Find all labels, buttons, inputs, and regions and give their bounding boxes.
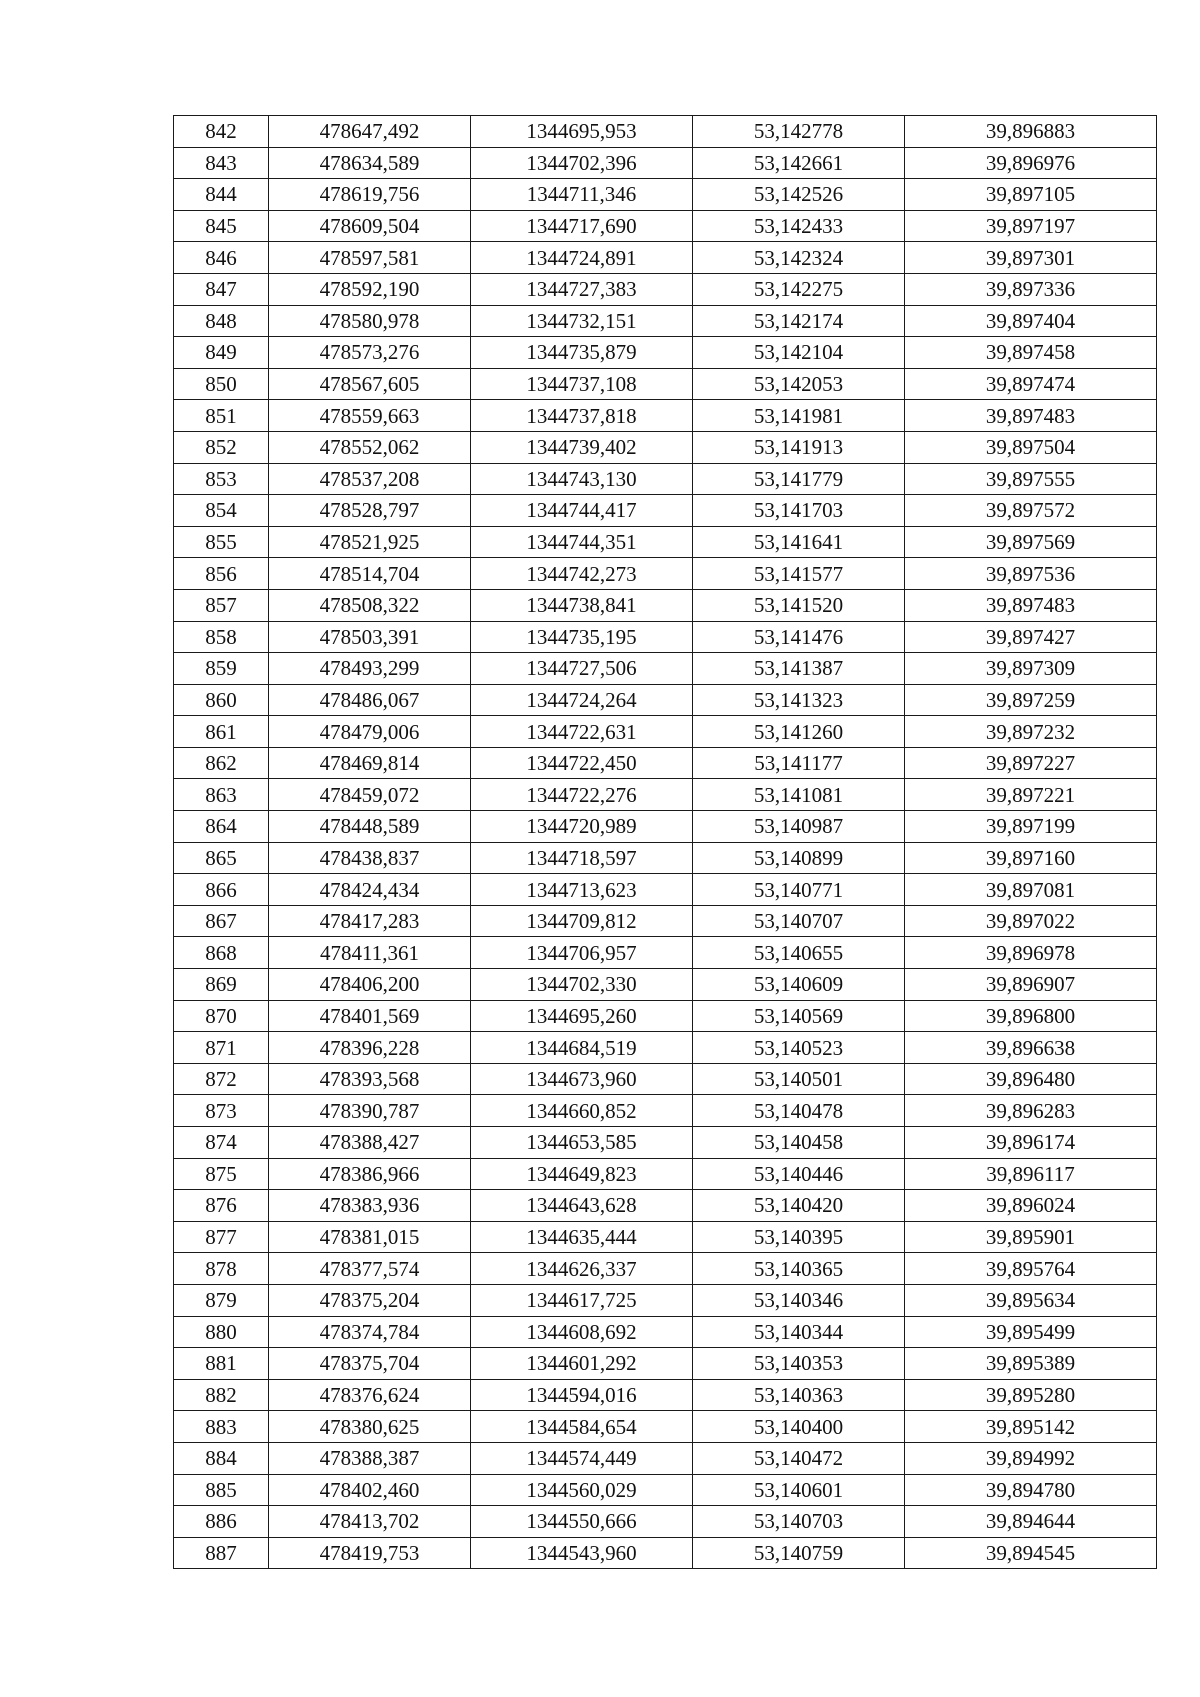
y-coordinate-cell: 1344718,597 [471, 842, 693, 874]
point-number-cell: 850 [174, 368, 269, 400]
y-coordinate-cell: 1344560,029 [471, 1474, 693, 1506]
point-number-cell: 866 [174, 874, 269, 906]
y-coordinate-cell: 1344739,402 [471, 431, 693, 463]
x-coordinate-cell: 478424,434 [269, 874, 471, 906]
longitude-cell: 39,895499 [905, 1316, 1157, 1348]
point-number-cell: 843 [174, 147, 269, 179]
x-coordinate-cell: 478528,797 [269, 495, 471, 527]
longitude-cell: 39,897199 [905, 811, 1157, 843]
table-row [174, 1442, 1157, 1474]
latitude-cell: 53,141577 [693, 558, 905, 590]
point-number-cell: 884 [174, 1442, 269, 1474]
latitude-cell: 53,140601 [693, 1474, 905, 1506]
y-coordinate-cell: 1344706,957 [471, 937, 693, 969]
y-coordinate-cell: 1344727,506 [471, 653, 693, 685]
point-number-cell: 873 [174, 1095, 269, 1127]
y-coordinate-cell: 1344617,725 [471, 1284, 693, 1316]
latitude-cell: 53,140609 [693, 969, 905, 1001]
x-coordinate-cell: 478609,504 [269, 210, 471, 242]
longitude-cell: 39,896283 [905, 1095, 1157, 1127]
longitude-cell: 39,895389 [905, 1348, 1157, 1380]
point-number-cell: 855 [174, 526, 269, 558]
table-row [174, 747, 1157, 779]
x-coordinate-cell: 478479,006 [269, 716, 471, 748]
y-coordinate-cell: 1344709,812 [471, 905, 693, 937]
x-coordinate-cell: 478503,391 [269, 621, 471, 653]
y-coordinate-cell: 1344743,130 [471, 463, 693, 495]
y-coordinate-cell: 1344727,383 [471, 273, 693, 305]
latitude-cell: 53,140458 [693, 1127, 905, 1159]
latitude-cell: 53,140395 [693, 1221, 905, 1253]
longitude-cell: 39,897309 [905, 653, 1157, 685]
latitude-cell: 53,140759 [693, 1537, 905, 1569]
latitude-cell: 53,140987 [693, 811, 905, 843]
x-coordinate-cell: 478508,322 [269, 589, 471, 621]
point-number-cell: 844 [174, 179, 269, 211]
latitude-cell: 53,142526 [693, 179, 905, 211]
x-coordinate-cell: 478413,702 [269, 1506, 471, 1538]
point-number-cell: 885 [174, 1474, 269, 1506]
y-coordinate-cell: 1344673,960 [471, 1063, 693, 1095]
latitude-cell: 53,140703 [693, 1506, 905, 1538]
longitude-cell: 39,896638 [905, 1032, 1157, 1064]
latitude-cell: 53,140400 [693, 1411, 905, 1443]
point-number-cell: 848 [174, 305, 269, 337]
x-coordinate-cell: 478388,427 [269, 1127, 471, 1159]
longitude-cell: 39,897536 [905, 558, 1157, 590]
y-coordinate-cell: 1344635,444 [471, 1221, 693, 1253]
table-row [174, 1474, 1157, 1506]
table-row [174, 210, 1157, 242]
longitude-cell: 39,897336 [905, 273, 1157, 305]
longitude-cell: 39,896174 [905, 1127, 1157, 1159]
table-row [174, 1253, 1157, 1285]
point-number-cell: 881 [174, 1348, 269, 1380]
table-row [174, 1000, 1157, 1032]
table-row [174, 716, 1157, 748]
longitude-cell: 39,896978 [905, 937, 1157, 969]
longitude-cell: 39,897081 [905, 874, 1157, 906]
point-number-cell: 862 [174, 747, 269, 779]
y-coordinate-cell: 1344695,953 [471, 116, 693, 148]
x-coordinate-cell: 478597,581 [269, 242, 471, 274]
table-row [174, 842, 1157, 874]
latitude-cell: 53,140771 [693, 874, 905, 906]
point-number-cell: 846 [174, 242, 269, 274]
y-coordinate-cell: 1344724,891 [471, 242, 693, 274]
x-coordinate-cell: 478383,936 [269, 1190, 471, 1222]
latitude-cell: 53,141081 [693, 779, 905, 811]
table-row [174, 337, 1157, 369]
point-number-cell: 860 [174, 684, 269, 716]
point-number-cell: 859 [174, 653, 269, 685]
y-coordinate-cell: 1344584,654 [471, 1411, 693, 1443]
y-coordinate-cell: 1344720,989 [471, 811, 693, 843]
y-coordinate-cell: 1344660,852 [471, 1095, 693, 1127]
longitude-cell: 39,897504 [905, 431, 1157, 463]
latitude-cell: 53,140446 [693, 1158, 905, 1190]
x-coordinate-cell: 478573,276 [269, 337, 471, 369]
table-row [174, 400, 1157, 432]
y-coordinate-cell: 1344574,449 [471, 1442, 693, 1474]
table-row [174, 937, 1157, 969]
longitude-cell: 39,894780 [905, 1474, 1157, 1506]
point-number-cell: 875 [174, 1158, 269, 1190]
table-row [174, 1316, 1157, 1348]
latitude-cell: 53,140523 [693, 1032, 905, 1064]
x-coordinate-cell: 478634,589 [269, 147, 471, 179]
table-row [174, 463, 1157, 495]
latitude-cell: 53,140478 [693, 1095, 905, 1127]
x-coordinate-cell: 478377,574 [269, 1253, 471, 1285]
table-row [174, 1221, 1157, 1253]
longitude-cell: 39,897105 [905, 179, 1157, 211]
x-coordinate-cell: 478419,753 [269, 1537, 471, 1569]
y-coordinate-cell: 1344684,519 [471, 1032, 693, 1064]
x-coordinate-cell: 478521,925 [269, 526, 471, 558]
longitude-cell: 39,897197 [905, 210, 1157, 242]
longitude-cell: 39,897404 [905, 305, 1157, 337]
latitude-cell: 53,141703 [693, 495, 905, 527]
y-coordinate-cell: 1344702,396 [471, 147, 693, 179]
longitude-cell: 39,897483 [905, 589, 1157, 621]
point-number-cell: 872 [174, 1063, 269, 1095]
x-coordinate-cell: 478396,228 [269, 1032, 471, 1064]
point-number-cell: 870 [174, 1000, 269, 1032]
latitude-cell: 53,142275 [693, 273, 905, 305]
latitude-cell: 53,140707 [693, 905, 905, 937]
longitude-cell: 39,896024 [905, 1190, 1157, 1222]
table-row [174, 1537, 1157, 1569]
x-coordinate-cell: 478552,062 [269, 431, 471, 463]
x-coordinate-cell: 478386,966 [269, 1158, 471, 1190]
coordinates-table [173, 115, 1157, 1569]
point-number-cell: 876 [174, 1190, 269, 1222]
longitude-cell: 39,895634 [905, 1284, 1157, 1316]
table-row [174, 1506, 1157, 1538]
x-coordinate-cell: 478469,814 [269, 747, 471, 779]
point-number-cell: 847 [174, 273, 269, 305]
x-coordinate-cell: 478448,589 [269, 811, 471, 843]
latitude-cell: 53,141981 [693, 400, 905, 432]
x-coordinate-cell: 478374,784 [269, 1316, 471, 1348]
latitude-cell: 53,140353 [693, 1348, 905, 1380]
y-coordinate-cell: 1344722,631 [471, 716, 693, 748]
latitude-cell: 53,140346 [693, 1284, 905, 1316]
longitude-cell: 39,897555 [905, 463, 1157, 495]
point-number-cell: 867 [174, 905, 269, 937]
longitude-cell: 39,896800 [905, 1000, 1157, 1032]
point-number-cell: 869 [174, 969, 269, 1001]
y-coordinate-cell: 1344732,151 [471, 305, 693, 337]
point-number-cell: 852 [174, 431, 269, 463]
latitude-cell: 53,142174 [693, 305, 905, 337]
point-number-cell: 849 [174, 337, 269, 369]
x-coordinate-cell: 478376,624 [269, 1379, 471, 1411]
point-number-cell: 880 [174, 1316, 269, 1348]
latitude-cell: 53,141476 [693, 621, 905, 653]
point-number-cell: 878 [174, 1253, 269, 1285]
x-coordinate-cell: 478580,978 [269, 305, 471, 337]
point-number-cell: 868 [174, 937, 269, 969]
latitude-cell: 53,142433 [693, 210, 905, 242]
table-row [174, 273, 1157, 305]
y-coordinate-cell: 1344735,879 [471, 337, 693, 369]
longitude-cell: 39,897221 [905, 779, 1157, 811]
table-row [174, 526, 1157, 558]
y-coordinate-cell: 1344737,818 [471, 400, 693, 432]
point-number-cell: 842 [174, 116, 269, 148]
point-number-cell: 851 [174, 400, 269, 432]
table-row [174, 779, 1157, 811]
longitude-cell: 39,895901 [905, 1221, 1157, 1253]
latitude-cell: 53,140365 [693, 1253, 905, 1285]
latitude-cell: 53,140655 [693, 937, 905, 969]
point-number-cell: 874 [174, 1127, 269, 1159]
point-number-cell: 863 [174, 779, 269, 811]
y-coordinate-cell: 1344550,666 [471, 1506, 693, 1538]
x-coordinate-cell: 478375,204 [269, 1284, 471, 1316]
y-coordinate-cell: 1344711,346 [471, 179, 693, 211]
longitude-cell: 39,897569 [905, 526, 1157, 558]
y-coordinate-cell: 1344724,264 [471, 684, 693, 716]
latitude-cell: 53,142104 [693, 337, 905, 369]
table-row [174, 116, 1157, 148]
table-row [174, 1284, 1157, 1316]
latitude-cell: 53,142053 [693, 368, 905, 400]
x-coordinate-cell: 478647,492 [269, 116, 471, 148]
latitude-cell: 53,141779 [693, 463, 905, 495]
longitude-cell: 39,896883 [905, 116, 1157, 148]
longitude-cell: 39,897572 [905, 495, 1157, 527]
table-row [174, 1348, 1157, 1380]
y-coordinate-cell: 1344643,628 [471, 1190, 693, 1222]
x-coordinate-cell: 478486,067 [269, 684, 471, 716]
latitude-cell: 53,142661 [693, 147, 905, 179]
point-number-cell: 877 [174, 1221, 269, 1253]
y-coordinate-cell: 1344543,960 [471, 1537, 693, 1569]
longitude-cell: 39,897474 [905, 368, 1157, 400]
table-row [174, 368, 1157, 400]
x-coordinate-cell: 478406,200 [269, 969, 471, 1001]
table-row [174, 147, 1157, 179]
longitude-cell: 39,894992 [905, 1442, 1157, 1474]
longitude-cell: 39,897427 [905, 621, 1157, 653]
table-row [174, 1127, 1157, 1159]
point-number-cell: 865 [174, 842, 269, 874]
x-coordinate-cell: 478514,704 [269, 558, 471, 590]
table-row [174, 558, 1157, 590]
x-coordinate-cell: 478567,605 [269, 368, 471, 400]
table-row [174, 969, 1157, 1001]
y-coordinate-cell: 1344737,108 [471, 368, 693, 400]
longitude-cell: 39,896117 [905, 1158, 1157, 1190]
x-coordinate-cell: 478380,625 [269, 1411, 471, 1443]
table-row [174, 874, 1157, 906]
point-number-cell: 856 [174, 558, 269, 590]
point-number-cell: 883 [174, 1411, 269, 1443]
longitude-cell: 39,897483 [905, 400, 1157, 432]
y-coordinate-cell: 1344601,292 [471, 1348, 693, 1380]
x-coordinate-cell: 478459,072 [269, 779, 471, 811]
table-row [174, 1158, 1157, 1190]
y-coordinate-cell: 1344649,823 [471, 1158, 693, 1190]
table-row [174, 589, 1157, 621]
latitude-cell: 53,140363 [693, 1379, 905, 1411]
y-coordinate-cell: 1344722,450 [471, 747, 693, 779]
longitude-cell: 39,897458 [905, 337, 1157, 369]
latitude-cell: 53,141387 [693, 653, 905, 685]
latitude-cell: 53,140569 [693, 1000, 905, 1032]
latitude-cell: 53,141913 [693, 431, 905, 463]
point-number-cell: 845 [174, 210, 269, 242]
latitude-cell: 53,140472 [693, 1442, 905, 1474]
table-row [174, 242, 1157, 274]
y-coordinate-cell: 1344735,195 [471, 621, 693, 653]
latitude-cell: 53,140420 [693, 1190, 905, 1222]
table-row [174, 431, 1157, 463]
longitude-cell: 39,896480 [905, 1063, 1157, 1095]
y-coordinate-cell: 1344744,417 [471, 495, 693, 527]
y-coordinate-cell: 1344717,690 [471, 210, 693, 242]
x-coordinate-cell: 478375,704 [269, 1348, 471, 1380]
latitude-cell: 53,140344 [693, 1316, 905, 1348]
table-row [174, 305, 1157, 337]
y-coordinate-cell: 1344653,585 [471, 1127, 693, 1159]
y-coordinate-cell: 1344742,273 [471, 558, 693, 590]
table-row [174, 1411, 1157, 1443]
y-coordinate-cell: 1344744,351 [471, 526, 693, 558]
x-coordinate-cell: 478402,460 [269, 1474, 471, 1506]
y-coordinate-cell: 1344702,330 [471, 969, 693, 1001]
table-row [174, 684, 1157, 716]
x-coordinate-cell: 478537,208 [269, 463, 471, 495]
table-row [174, 179, 1157, 211]
x-coordinate-cell: 478619,756 [269, 179, 471, 211]
y-coordinate-cell: 1344594,016 [471, 1379, 693, 1411]
longitude-cell: 39,895764 [905, 1253, 1157, 1285]
x-coordinate-cell: 478592,190 [269, 273, 471, 305]
point-number-cell: 887 [174, 1537, 269, 1569]
point-number-cell: 871 [174, 1032, 269, 1064]
latitude-cell: 53,141177 [693, 747, 905, 779]
y-coordinate-cell: 1344626,337 [471, 1253, 693, 1285]
y-coordinate-cell: 1344713,623 [471, 874, 693, 906]
x-coordinate-cell: 478388,387 [269, 1442, 471, 1474]
x-coordinate-cell: 478390,787 [269, 1095, 471, 1127]
latitude-cell: 53,142778 [693, 116, 905, 148]
x-coordinate-cell: 478417,283 [269, 905, 471, 937]
x-coordinate-cell: 478411,361 [269, 937, 471, 969]
latitude-cell: 53,141260 [693, 716, 905, 748]
point-number-cell: 861 [174, 716, 269, 748]
x-coordinate-cell: 478381,015 [269, 1221, 471, 1253]
x-coordinate-cell: 478493,299 [269, 653, 471, 685]
y-coordinate-cell: 1344738,841 [471, 589, 693, 621]
point-number-cell: 854 [174, 495, 269, 527]
latitude-cell: 53,141520 [693, 589, 905, 621]
y-coordinate-cell: 1344608,692 [471, 1316, 693, 1348]
y-coordinate-cell: 1344722,276 [471, 779, 693, 811]
table-row [174, 653, 1157, 685]
table-row [174, 1063, 1157, 1095]
longitude-cell: 39,897160 [905, 842, 1157, 874]
point-number-cell: 864 [174, 811, 269, 843]
table-row [174, 1379, 1157, 1411]
longitude-cell: 39,896976 [905, 147, 1157, 179]
longitude-cell: 39,895280 [905, 1379, 1157, 1411]
point-number-cell: 853 [174, 463, 269, 495]
table-row [174, 1095, 1157, 1127]
longitude-cell: 39,897227 [905, 747, 1157, 779]
point-number-cell: 857 [174, 589, 269, 621]
table-row [174, 495, 1157, 527]
longitude-cell: 39,897022 [905, 905, 1157, 937]
y-coordinate-cell: 1344695,260 [471, 1000, 693, 1032]
coordinates-table-body [174, 116, 1157, 1569]
latitude-cell: 53,142324 [693, 242, 905, 274]
point-number-cell: 886 [174, 1506, 269, 1538]
longitude-cell: 39,895142 [905, 1411, 1157, 1443]
longitude-cell: 39,894644 [905, 1506, 1157, 1538]
table-row [174, 1032, 1157, 1064]
point-number-cell: 882 [174, 1379, 269, 1411]
x-coordinate-cell: 478559,663 [269, 400, 471, 432]
point-number-cell: 879 [174, 1284, 269, 1316]
longitude-cell: 39,894545 [905, 1537, 1157, 1569]
latitude-cell: 53,140899 [693, 842, 905, 874]
x-coordinate-cell: 478438,837 [269, 842, 471, 874]
table-row [174, 1190, 1157, 1222]
x-coordinate-cell: 478393,568 [269, 1063, 471, 1095]
x-coordinate-cell: 478401,569 [269, 1000, 471, 1032]
latitude-cell: 53,140501 [693, 1063, 905, 1095]
table-row [174, 905, 1157, 937]
point-number-cell: 858 [174, 621, 269, 653]
longitude-cell: 39,896907 [905, 969, 1157, 1001]
latitude-cell: 53,141323 [693, 684, 905, 716]
table-row [174, 621, 1157, 653]
longitude-cell: 39,897259 [905, 684, 1157, 716]
latitude-cell: 53,141641 [693, 526, 905, 558]
table-row [174, 811, 1157, 843]
longitude-cell: 39,897232 [905, 716, 1157, 748]
longitude-cell: 39,897301 [905, 242, 1157, 274]
